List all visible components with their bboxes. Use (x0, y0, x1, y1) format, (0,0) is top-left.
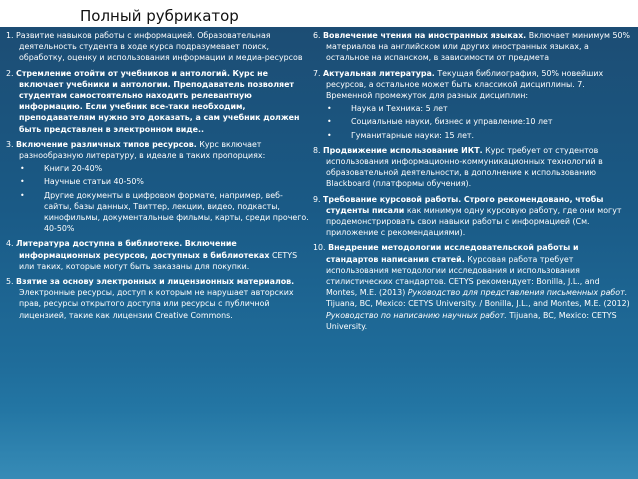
item-heading: Вовлечение чтения на иностранных языках. (323, 31, 527, 40)
item-body: Курс требует от студентов использования информационно-коммуникационных технологий в образовательной деятельности, в дополнение к использованию Blackboard (платформы обучения). (326, 145, 603, 189)
bullet-icon: • (20, 177, 25, 187)
item-heading: Развитие навыков работы с информацией. (16, 31, 195, 40)
list-item (313, 116, 633, 127)
content-panel (0, 27, 638, 479)
item-number: 9. (313, 194, 321, 204)
rubric-item-1 (6, 30, 309, 64)
list-item (6, 190, 309, 235)
bullet-icon: • (327, 117, 332, 127)
reference-title: Руководство по написанию научных работ. (326, 310, 507, 320)
item-body: CETYS или таких, которые могут быть заказаны для покупки. (19, 250, 298, 271)
item-body: Текущая библиография, 50% новейших ресурсов, а остальное может быть классикой дисциплины. 7. Временной промежуток для разных дисциплин: (326, 68, 604, 101)
bullet-icon: • (327, 130, 332, 140)
list-item (6, 176, 309, 187)
rubric-item-6 (313, 30, 633, 64)
reference-title: Руководство для представления письменных работ. (407, 288, 628, 298)
item-number: 2. (6, 68, 14, 78)
bullet-text: Наука и Техника: 5 лет (351, 104, 448, 114)
item-body-bold: Включение информационных ресурсов, доступных в библиотеках (19, 239, 270, 260)
item-number: 10. (313, 243, 326, 253)
rubric-item-8 (313, 145, 633, 190)
item-body: Курсовая работа требует использования методологии исследования и использования стилистических стандартов. CETYS рекомендует: Bonilla, J.L., and Montes, M.E. (2013) (326, 254, 600, 298)
item-number: 4. (6, 239, 14, 249)
item-number: 5. (6, 277, 14, 287)
item-body: Включает минимум 50% материалов на английском или других иностранных языках, а остальное на испанском, в зависимости от предмета (326, 31, 630, 63)
item-number: 1. (6, 31, 14, 40)
bullet-text: Гуманитарные науки: 15 лет. (351, 130, 475, 140)
rubric-item-9 (313, 194, 633, 239)
item-body: Курс не включает учебники и антологии. Преподаватель позволяет студентам самостоятельно находить релевантную информацию. Если учебник все-таки необходим, преподавателям нужно это доказать, а сам учебник должен быть представлен в электронном виде.. (19, 68, 300, 134)
item-body: как минимум одну курсовую работу, где они могут продемонстрировать свои навыки работы с информацией (См. приложение с рекомендациями). (326, 205, 622, 238)
reference-text: Tijuana, BC, Mexico: CETYS University. / Bonilla, J.L., and Montes, M.E. (2012) (326, 299, 630, 309)
list-item (313, 103, 633, 114)
item-heading: Стремление отойти от учебников и антологий. (16, 68, 230, 78)
item-body: Образовательная деятельность студента в ходе курса подразумевает поиск, обработку, оценку и использования информации и медиа-ресурсов (19, 31, 303, 63)
reference-text: Tijuana, BC, Mexico: CETYS University. (326, 310, 617, 331)
item-heading: Внедрение методологии исследовательской работы и стандартов написания статей. (326, 243, 579, 264)
rubric-item-5 (6, 276, 309, 321)
rubric-item-10 (313, 242, 633, 332)
slide-title: Полный рубрикатор (80, 7, 239, 25)
bullet-icon: • (327, 104, 332, 114)
bullet-text: Другие документы в цифровом формате, например, веб-сайты, базы данных, Твиттер, лекции, видео, подкасты, кинофильмы, документальные фильмы, карты, среди прочего. 40-50% (44, 190, 309, 234)
bullet-text: Научные статьи 40-50% (44, 177, 144, 187)
item-heading: Требование курсовой работы. (323, 194, 462, 204)
item-heading: Взятие за основу электронных и лицензионных материалов. (16, 277, 295, 287)
bullet-icon: • (20, 190, 25, 200)
rubric-item-7 (313, 68, 633, 141)
rubric-item-2 (6, 68, 309, 135)
rubric-item-4 (6, 238, 309, 272)
rubric-item-3 (6, 139, 309, 235)
item-heading: Актуальная литература. (323, 68, 435, 78)
bullet-text: Социальные науки, бизнес и управление:10 лет (351, 117, 553, 127)
bullet-text: Книги 20-40% (44, 164, 103, 174)
right-column (313, 30, 633, 336)
item-heading: Включение различных типов ресурсов. (16, 139, 197, 149)
item-number: 6. (313, 31, 321, 40)
item-heading: Продвижение использование ИКТ. (323, 145, 483, 155)
item-number: 7. (313, 68, 321, 78)
list-item (313, 130, 633, 141)
item-body: Курс включает разнообразную литературу, в идеале в таких пропорциях: (19, 139, 266, 161)
left-column (6, 30, 309, 325)
item-body-bold: Строго рекомендовано, чтобы студенты писали (326, 194, 604, 215)
bullet-icon: • (20, 164, 25, 174)
item-number: 8. (313, 145, 321, 155)
item-number: 3. (6, 139, 14, 149)
item-body: Электронные ресурсы, доступ к которым не нарушает авторских прав, ресурсы открытого доступа или ресурсы с публичной лицензией, такие как лицензии Creative Commons. (19, 288, 294, 320)
list-item (6, 163, 309, 174)
item-heading: Литература доступна в библиотеке. (16, 239, 183, 249)
